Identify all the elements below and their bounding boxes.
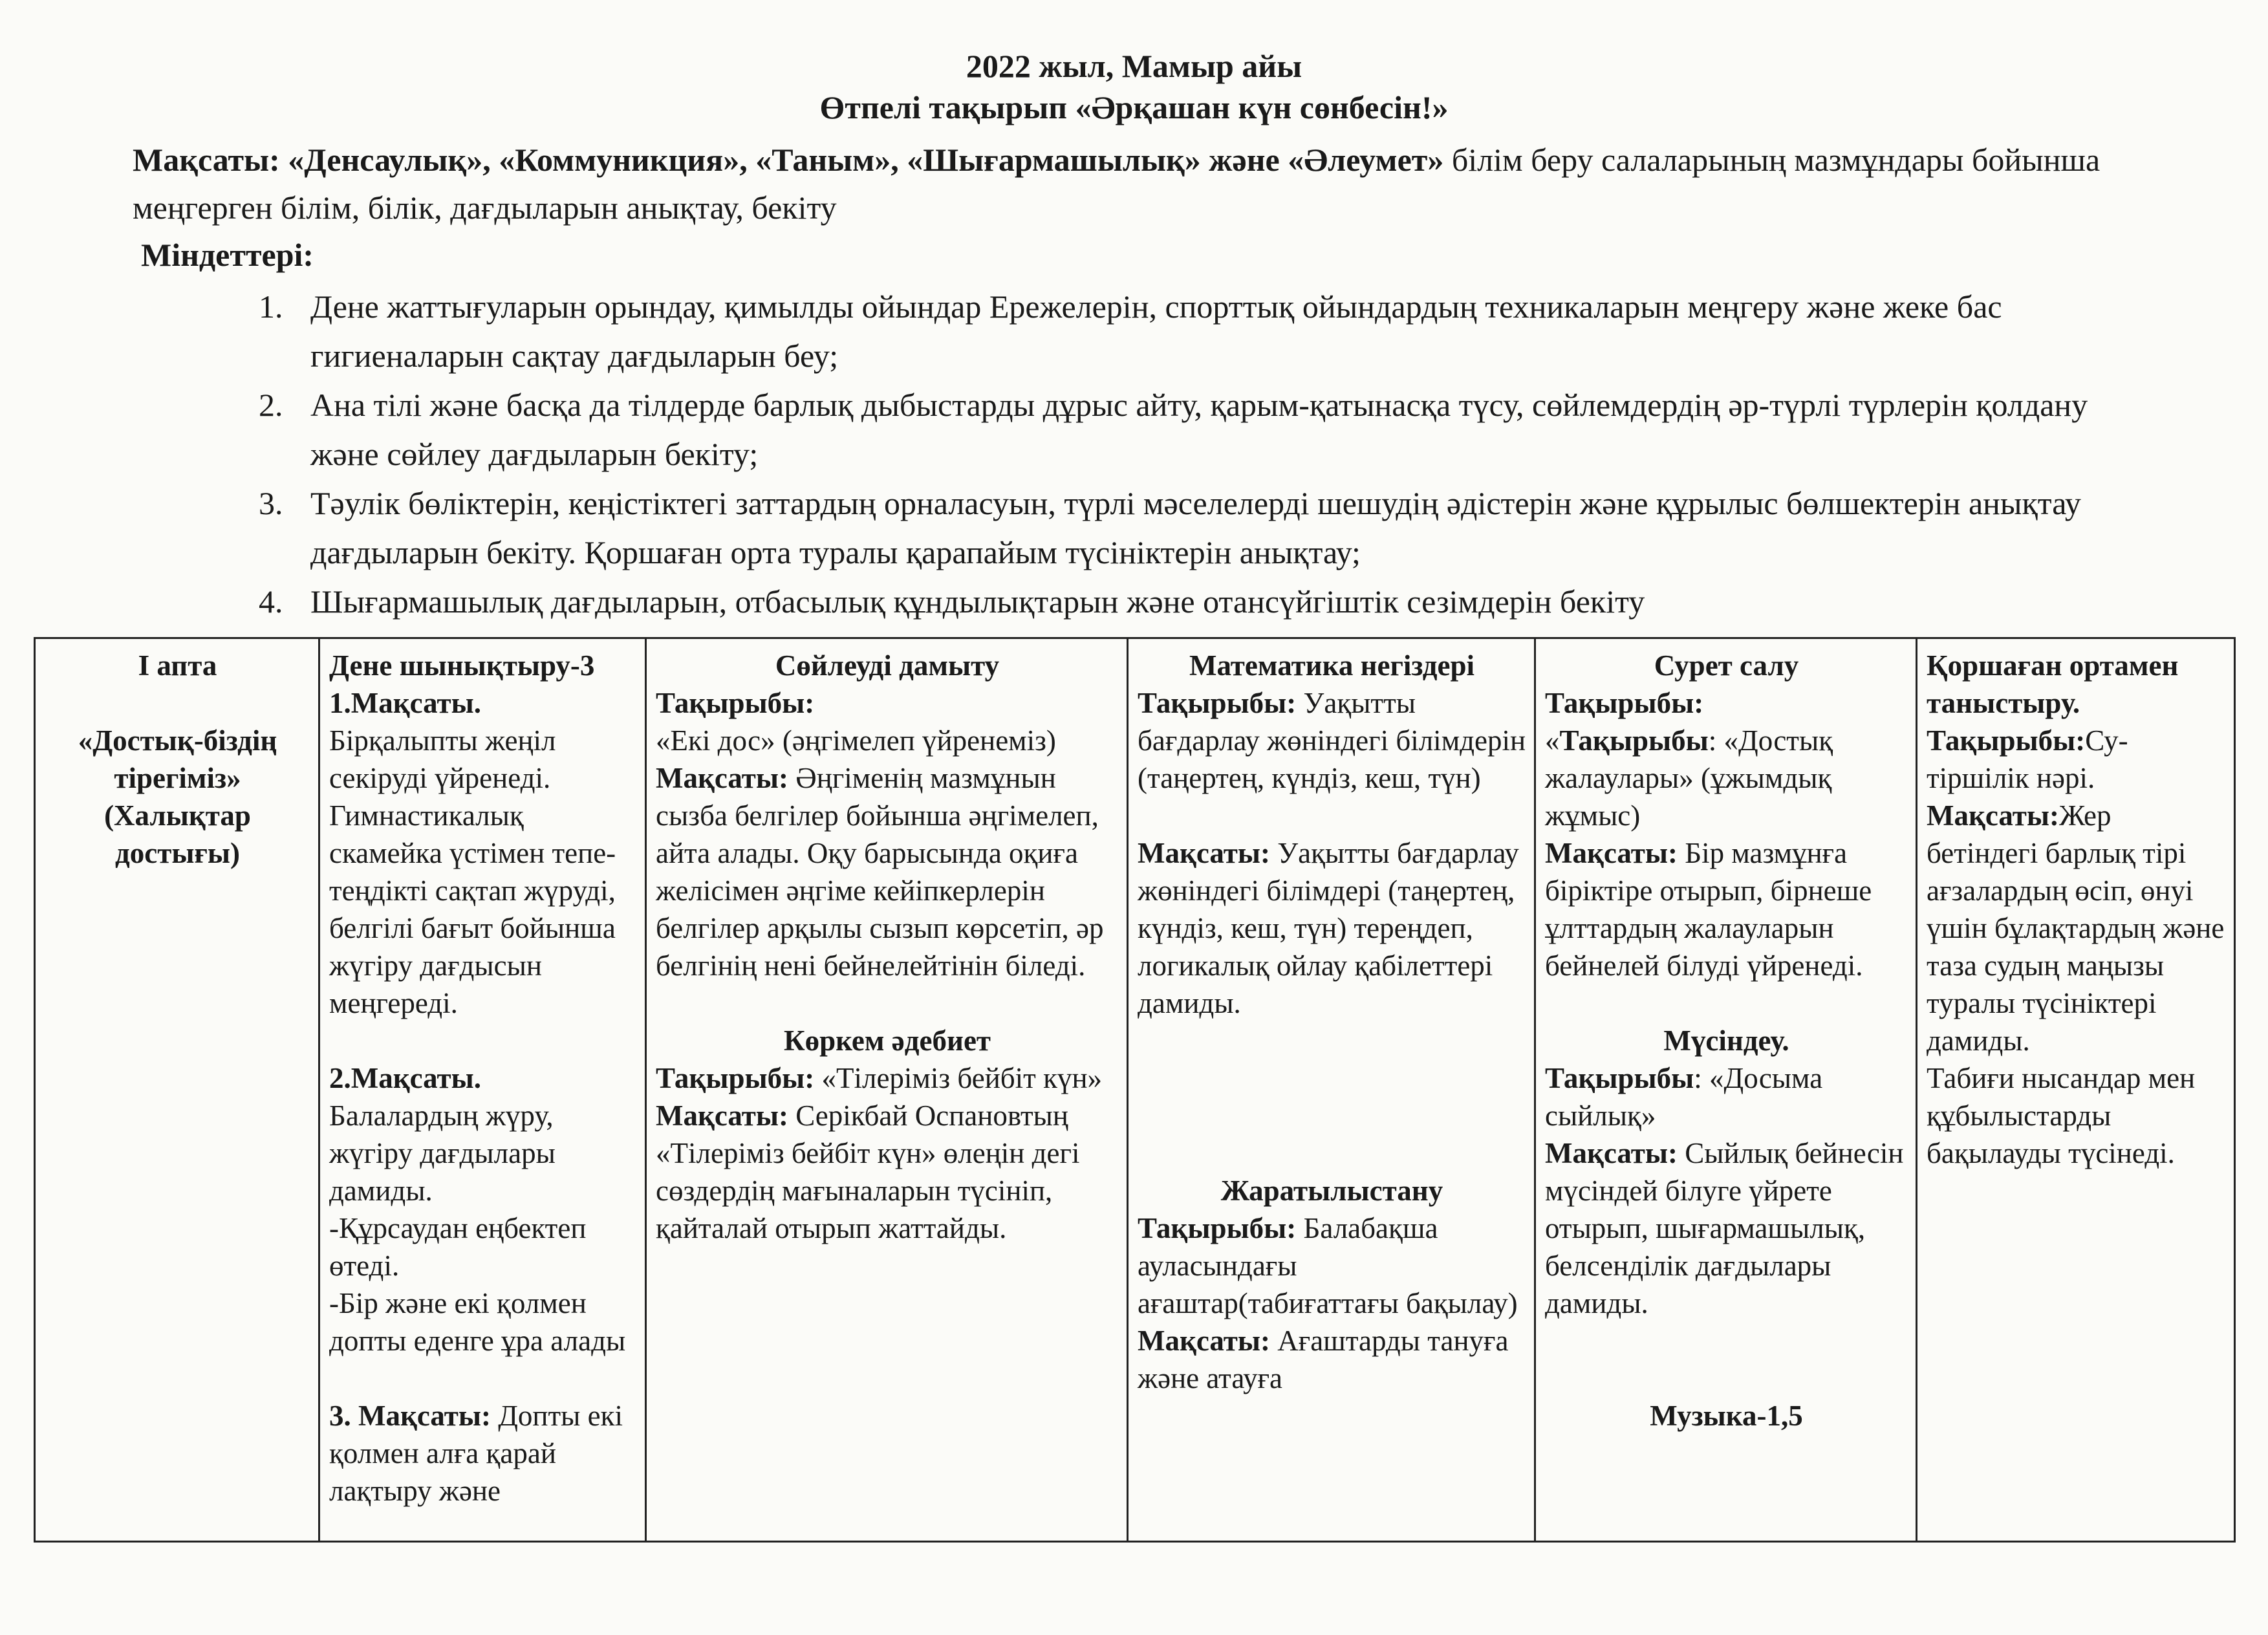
task-number: 1. [259,288,283,325]
pe-goal2-label: 2.Мақсаты. [329,1062,481,1094]
sculpt-topic-label: Тақырыбы [1545,1062,1694,1094]
nature-topic: Балабақша ауласындағы ағаштар(табиғаттағы бақылау) [1138,1212,1518,1319]
art-cell [1535,638,1917,1542]
speech-topic-label: Тақырыбы: [656,687,815,719]
nature-topic-label: Тақырыбы: [1138,1212,1297,1244]
task-item [259,282,2108,380]
sculpt-goal-label: Мақсаты: [1545,1137,1678,1169]
goal-paragraph [133,136,2105,232]
literature-topic: «Тілеріміз бейбіт күн» [821,1062,1103,1094]
pe-goal1-label: 1.Мақсаты. [329,687,481,719]
document-header [0,45,2268,128]
goal-areas: «Денсаулық», «Коммуникция», «Таным», «Шығармашылық» және «Әлеумет» [288,142,1444,178]
literature-topic-label: Тақырыбы: [656,1062,815,1094]
pe-goal2-item: -Құрсаудан еңбектеп өтеді. [329,1212,587,1282]
environment-cell [1917,638,2235,1542]
sculpt-topic: : «Досыма сыйлық» [1545,1062,1823,1132]
music-title: Музыка-1,5 [1650,1400,1803,1432]
week-subtheme: (Халықтар достығы) [104,799,251,869]
env-goal-label: Мақсаты: [1927,799,2059,832]
nature-goal: Ағаштарды тануға және атауға [1138,1325,1509,1394]
literature-goal-label: Мақсаты: [656,1099,788,1132]
pe-goal2-text: Балалардың жүру, жүгіру дағдылары дамиды. [329,1099,556,1207]
task-text: Шығармашылық дағдыларын, отбасылық құндылықтарын және отансүйгіштік сезімдерін бекіту [310,583,1645,620]
task-item [259,380,2108,479]
pe-goal1-text: Бірқалыпты жеңіл секіруді үйренеді. Гимнастикалық скамейка үстімен тепе-теңдікті сақтап жүруді, белгілі бағыт бойынша жүгіру дағдысын меңгереді. [329,724,616,1019]
task-text: Дене жаттығуларын орындау, қимылды ойындар Ережелерін, спорттық ойындардың техникаларын меңгеру және жеке бас гигиеналарын сақтау дағдыларын беу; [310,288,2002,374]
nature-title: Жаратылыстану [1220,1175,1443,1207]
math-topic-label: Тақырыбы: [1138,687,1297,719]
art-goal: Бір мазмұнға біріктіре отырып, бірнеше ұлттардың жалауларын бейнелей білуді үйренеді. [1545,837,1872,982]
speech-topic: «Екі дос» (әңгімелеп үйренеміз) [656,724,1056,757]
task-number: 2. [259,387,283,423]
art-goal-label: Мақсаты: [1545,837,1678,869]
pe-goal3-text: Допты екі қолмен алға қарай лақтыру және [329,1400,623,1507]
task-number: 4. [259,583,283,620]
env-goal: Жер бетіндегі барлық тірі ағзалардың өсіп, өнуі үшін бұлақтардың және таза судың маңызы туралы түсініктері дамиды. [1927,799,2225,1057]
literature-goal: Серікбай Оспановтың «Тілеріміз бейбіт күн» өлеңін дегі сөздердің мағыналарын түсініп, қайталай отырып жаттайды. [656,1099,1080,1244]
env-topic: Су-тіршілік нәрі. [1927,724,2128,794]
pe-goal2-item: -Бір және екі қолмен допты еденге ұра алады [329,1287,626,1357]
week-cell [35,638,319,1542]
sculpt-goal: Сыйлық бейнесін мүсіндей білуге үйрете отырып, шығармашылық, белсенділік дағдылары дамиды. [1545,1137,1904,1319]
speech-goal-label: Мақсаты: [656,762,788,794]
art-topic: : «Достық жалаулары» (ұжымдық жұмыс) [1545,724,1833,832]
math-cell [1128,638,1535,1542]
speech-goal: Әңгіменің мазмұнын сызба белгілер бойынша әңгімелеп, айта алады. Оқу барысында оқиға желісімен әңгіме кейіпкерлерін белгілер арқылы сызып көрсетіп, әр белгінің нені бейнелейтінін біледі. [656,762,1104,982]
math-title: Математика негіздері [1189,649,1474,682]
week-name: І апта [138,649,217,682]
art-topic-label-inline: Тақырыбы [1559,724,1709,757]
env-extra: Табиғи нысандар мен құбылыстарды бақылауды түсінеді. [1927,1062,2196,1169]
pe-title: Дене шынықтыру-3 [329,649,595,682]
week-theme: «Достық-біздің тірегіміз» [78,724,277,794]
pe-goal3-label: 3. Мақсаты: [329,1400,491,1432]
math-goal-label: Мақсаты: [1138,837,1270,869]
art-title: Сурет салу [1654,649,1799,682]
goal-label: Мақсаты: [133,142,280,178]
env-topic-label: Тақырыбы: [1927,724,2086,757]
header-date: 2022 жыл, Мамыр айы [966,48,1302,84]
task-item [259,479,2108,577]
env-title: Қоршаған ортамен таныстыру. [1927,649,2179,719]
literature-title: Көркем әдебиет [783,1024,991,1057]
tasks-list [259,282,2108,626]
math-goal: Уақытты бағдарлау жөніндегі білімдері (таңертең, күндіз, кеш, түн) тереңдеп, логикалық ойлау қабілеттері дамиды. [1138,837,1519,1019]
header-theme: Өтпелі тақырып «Әрқашан күн сөнбесін!» [819,89,1449,125]
weekly-plan-table [34,637,2236,1543]
art-topic-label: Тақырыбы: [1545,687,1704,719]
task-text: Ана тілі және басқа да тілдерде барлық дыбыстарды дұрыс айту, қарым-қатынасқа түсу, сөйлемдердің әр-түрлі түрлерін қолдану және сөйлеу дағдыларын бекіту; [310,387,2088,472]
task-item [259,577,2108,626]
speech-cell [646,638,1128,1542]
art-topic-prefix: « [1545,724,1560,757]
tasks-title: Міндеттері: [141,237,314,273]
goal-rest: білім беру салаларының мазмұндары бойынша меңгерген білім, білік, дағдыларын анықтау, бекіту [133,142,2101,226]
pe-cell [319,638,646,1542]
task-number: 3. [259,485,283,521]
speech-title: Сөйлеуді дамыту [775,649,1000,682]
table-row [35,638,2235,1542]
task-text: Тәулік бөліктерін, кеңістіктегі заттардың орналасуын, түрлі мәселелерді шешудің әдістерін және құрылыс бөлшектерін анықтау дағдыларын бекіту. Қоршаған орта туралы қарапайым түсініктерін анықтау; [310,485,2081,570]
sculpt-title: Мүсіндеу. [1663,1024,1789,1057]
math-topic: Уақытты бағдарлау жөніндегі білімдерін (таңертең, күндіз, кеш, түн) [1138,687,1526,794]
nature-goal-label: Мақсаты: [1138,1325,1270,1357]
